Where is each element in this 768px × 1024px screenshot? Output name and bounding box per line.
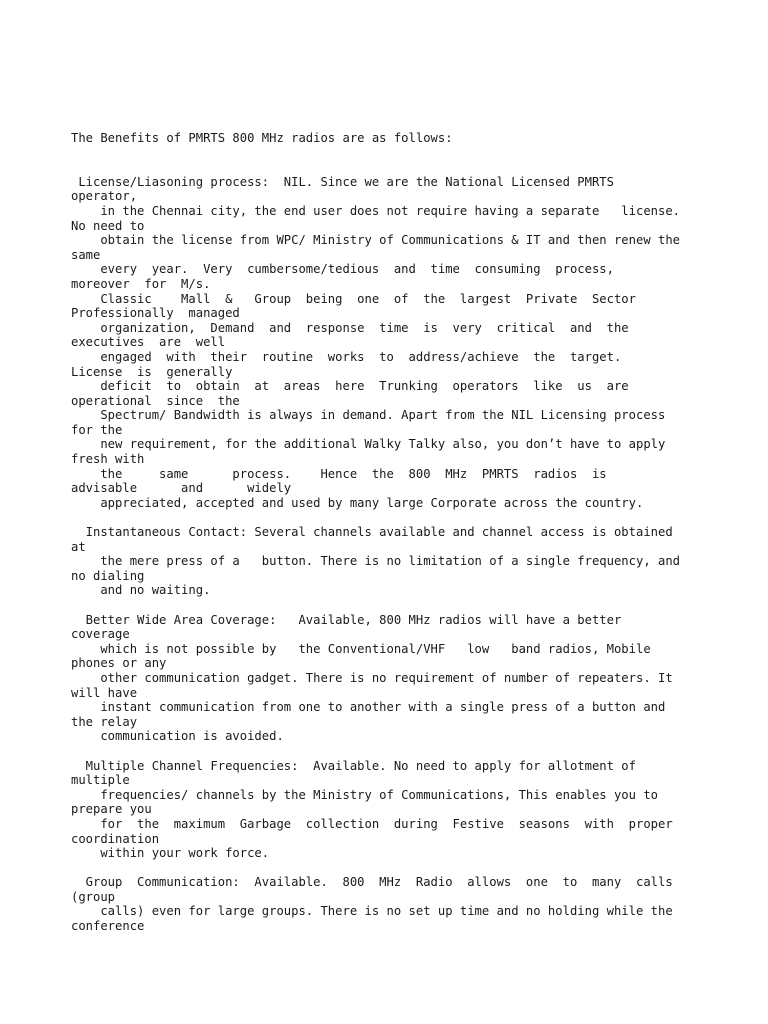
document-line: calls) even for large groups. There is no set up time and no holding while the bbox=[71, 904, 673, 919]
document-line bbox=[71, 146, 761, 161]
document-line: the same process. Hence the 800 MHz PMRTS radios is bbox=[71, 466, 607, 481]
document-line: multiple bbox=[71, 773, 130, 788]
document-line: phones or any bbox=[71, 656, 167, 671]
document-line: other communication gadget. There is no requirement of number of repeaters. It bbox=[71, 670, 673, 685]
document-line: License/Liasoning process: NIL. Since we are the National Licensed PMRTS bbox=[71, 174, 614, 189]
document-line: Group Communication: Available. 800 MHz Radio allows one to many calls bbox=[71, 875, 673, 890]
document-line: same bbox=[71, 247, 101, 262]
document-line: License is generally bbox=[71, 364, 233, 379]
document-line: No need to bbox=[71, 218, 145, 233]
document-line: the relay bbox=[71, 714, 138, 729]
document-line: appreciated, accepted and used by many large Corporate across the country. bbox=[71, 495, 644, 510]
document-line bbox=[71, 160, 761, 175]
document-line: prepare you bbox=[71, 802, 152, 817]
document-line: Multiple Channel Frequencies: Available. No need to apply for allotment of bbox=[71, 758, 636, 773]
document-line: operator, bbox=[71, 189, 138, 204]
document-line: Classic Mall & Group being one of the largest Private Sector bbox=[71, 291, 636, 306]
document-line: coordination bbox=[71, 831, 160, 846]
document-line: for the maximum Garbage collection during Festive seasons with proper bbox=[71, 816, 673, 831]
document-line: within your work force. bbox=[71, 846, 270, 861]
document-line: instant communication from one to another with a single press of a button and bbox=[71, 700, 666, 715]
document-line: deficit to obtain at areas here Trunking operators like us are bbox=[71, 379, 629, 394]
document-line: frequencies/ channels by the Ministry of Communications, This enables you to bbox=[71, 787, 658, 802]
document-line: moreover for M/s. bbox=[71, 276, 211, 291]
document-line: obtain the license from WPC/ Ministry of Communications & IT and then renew the bbox=[71, 233, 681, 248]
document-line bbox=[71, 744, 761, 759]
document-line: fresh with bbox=[71, 452, 145, 467]
document-line: will have bbox=[71, 685, 138, 700]
document-body bbox=[71, 131, 761, 934]
document-line: (group bbox=[71, 889, 116, 904]
document-line: at bbox=[71, 539, 86, 554]
document-line: the mere press of a button. There is no limitation of a single frequency, and bbox=[71, 554, 681, 569]
document-line: communication is avoided. bbox=[71, 729, 284, 744]
document-line bbox=[71, 510, 761, 525]
document-line: and no waiting. bbox=[71, 583, 211, 598]
document-line: operational since the bbox=[71, 393, 240, 408]
document-line: organization, Demand and response time is very critical and the bbox=[71, 320, 629, 335]
document-line: coverage bbox=[71, 627, 130, 642]
document-line bbox=[71, 861, 761, 876]
document-line: which is not possible by the Conventional/VHF low band radios, Mobile bbox=[71, 641, 651, 656]
document-line: Better Wide Area Coverage: Available, 800 MHz radios will have a better bbox=[71, 612, 622, 627]
document-line: new requirement, for the additional Walky Talky also, you don’t have to apply bbox=[71, 437, 666, 452]
document-line: Instantaneous Contact: Several channels available and channel access is obtained bbox=[71, 525, 673, 540]
document-line: advisable and widely bbox=[71, 481, 292, 496]
document-line: for the bbox=[71, 422, 123, 437]
document-line: executives are well bbox=[71, 335, 226, 350]
document-line: The Benefits of PMRTS 800 MHz radios are as follows: bbox=[71, 131, 453, 145]
document-line: in the Chennai city, the end user does not require having a separate license. bbox=[71, 203, 681, 218]
document-line: Spectrum/ Bandwidth is always in demand. Apart from the NIL Licensing process bbox=[71, 408, 666, 423]
document-line: engaged with their routine works to address/achieve the target. bbox=[71, 349, 622, 364]
document-line: Professionally managed bbox=[71, 306, 240, 321]
document-line bbox=[71, 598, 761, 613]
document-line: no dialing bbox=[71, 568, 145, 583]
document-line: every year. Very cumbersome/tedious and time consuming process, bbox=[71, 262, 614, 277]
document-line: conference bbox=[71, 919, 145, 934]
